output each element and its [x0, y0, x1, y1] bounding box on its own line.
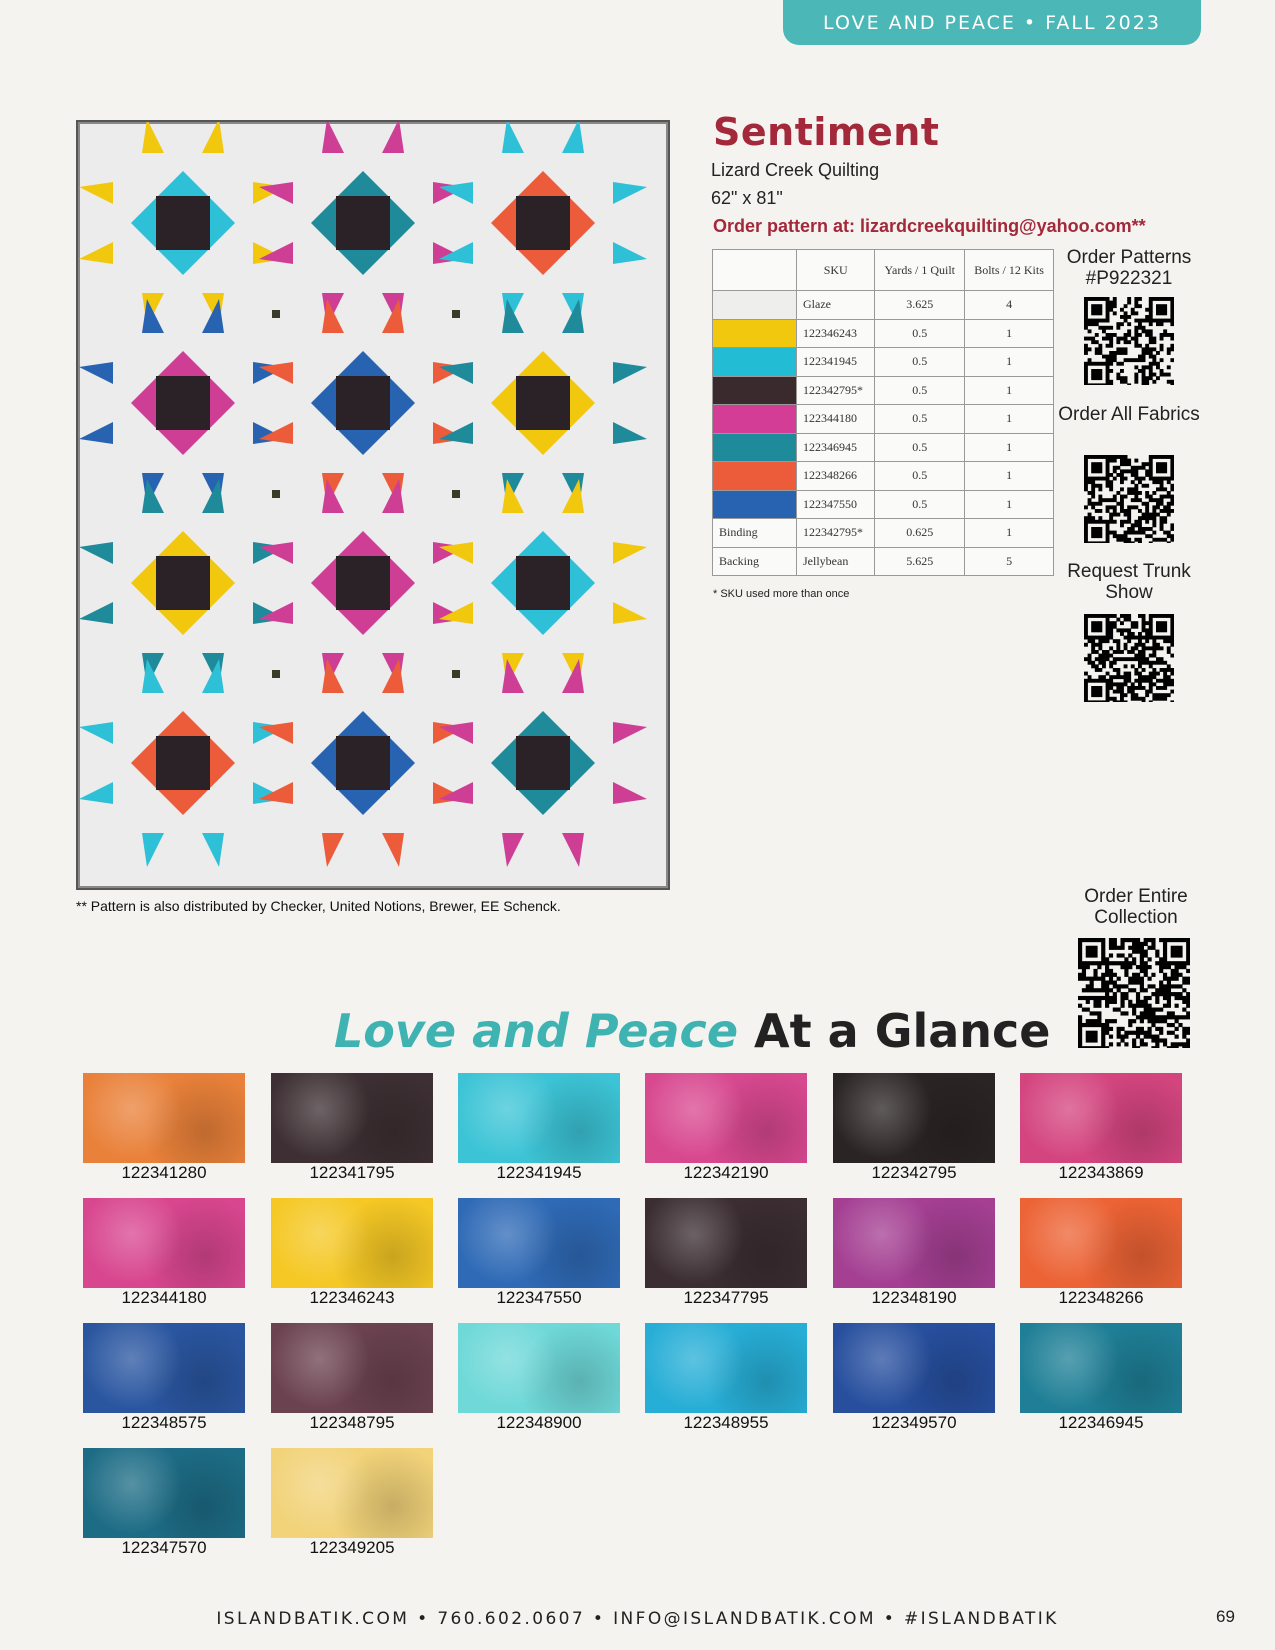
table-row: [713, 348, 1054, 377]
yards-cell: 0.5: [875, 348, 965, 377]
fabric-swatch-cell: [713, 319, 797, 348]
fabric-swatch-label: 122348190: [871, 1288, 957, 1307]
sku-cell: 122348266: [797, 462, 875, 491]
table-row: [713, 490, 1054, 519]
quilt-center-square: [156, 376, 210, 430]
qr-pattern-icon: [1084, 297, 1174, 385]
bolts-cell: 1: [965, 519, 1054, 548]
quilt-star-point: [79, 602, 113, 624]
fabric-swatch[interactable]: [83, 1198, 245, 1288]
fabric-table: [712, 249, 1054, 576]
yards-cell: 0.5: [875, 462, 965, 491]
fabric-swatch-label: 122341280: [121, 1163, 207, 1182]
header-bolts: Bolts / 12 Kits: [965, 250, 1054, 291]
bolts-cell: 1: [965, 405, 1054, 434]
quilt-star-point: [322, 122, 344, 153]
fabric-swatch[interactable]: [271, 1198, 433, 1288]
qr-label-patterns: Order Patterns #P922321: [1066, 247, 1192, 289]
footer-contact: ISLANDBATIK.COM • 760.602.0607 • INFO@ISLANDBATIK.COM • #ISLANDBATIK: [216, 1609, 1059, 1629]
fabric-swatch-label: 122349205: [309, 1538, 395, 1557]
qr-code-patterns[interactable]: [1084, 297, 1174, 385]
fabric-swatch-cell: [713, 490, 797, 519]
fabric-swatch-label: 122348900: [496, 1413, 582, 1432]
quilt-center-square: [516, 556, 570, 610]
fabric-swatch[interactable]: [271, 1323, 433, 1413]
fabric-swatch-cell: [713, 348, 797, 377]
quilt-star-point: [562, 122, 584, 153]
fabric-swatch-label: 122342795: [871, 1163, 957, 1182]
fabric-swatch[interactable]: [83, 1323, 245, 1413]
sku-cell: 122346945: [797, 433, 875, 462]
qr-pattern-icon: [1084, 614, 1174, 702]
header-blank: [713, 250, 797, 291]
quilt-star-point: [79, 542, 113, 564]
pattern-size: 62" x 81": [711, 188, 783, 208]
fabric-swatch-cell: [713, 433, 797, 462]
quilt-cornerstone: [272, 310, 280, 318]
quilt-star-point: [613, 242, 647, 264]
table-row: [713, 405, 1054, 434]
sku-cell: 122346243: [797, 319, 875, 348]
qr-pattern-icon: [1084, 455, 1174, 543]
fabric-swatch[interactable]: [833, 1323, 995, 1413]
quilt-center-square: [156, 736, 210, 790]
quilt-star-point: [502, 833, 524, 867]
fabric-swatch[interactable]: [458, 1323, 620, 1413]
quilt-cornerstone: [272, 670, 280, 678]
yards-cell: 0.625: [875, 519, 965, 548]
quilt-center-square: [336, 556, 390, 610]
quilt-star-point: [613, 422, 647, 444]
fabric-swatch-cell: Binding: [713, 519, 797, 548]
bolts-cell: 5: [965, 547, 1054, 576]
quilt-star-point: [142, 122, 164, 153]
yards-cell: 0.5: [875, 405, 965, 434]
quilt-star-point: [79, 362, 113, 384]
fabric-swatch[interactable]: [645, 1073, 807, 1163]
bolts-cell: 1: [965, 319, 1054, 348]
fabric-swatch-cell: [713, 462, 797, 491]
quilt-star-point: [382, 833, 404, 867]
quilt-star-point: [322, 833, 344, 867]
glance-heading: [334, 1004, 1051, 1058]
bolts-cell: 1: [965, 348, 1054, 377]
quilt-star-point: [613, 722, 647, 744]
fabric-swatch-label: 122341945: [496, 1163, 582, 1182]
fabric-swatch-label: 122341795: [309, 1163, 395, 1182]
fabric-swatch-label: 122343869: [1058, 1163, 1144, 1182]
bolts-cell: 1: [965, 490, 1054, 519]
quilt-image: [76, 120, 670, 890]
quilt-star-point: [202, 833, 224, 867]
header-tab: LOVE AND PEACE • FALL 2023: [783, 0, 1201, 45]
quilt-star-point: [142, 833, 164, 867]
quilt-star-point: [613, 602, 647, 624]
quilt-star-point: [79, 242, 113, 264]
glance-heading-suffix: At a Glance: [754, 1004, 1051, 1058]
fabric-swatch-label: 122348795: [309, 1413, 395, 1432]
yards-cell: 3.625: [875, 291, 965, 320]
quilt-star-point: [562, 833, 584, 867]
fabric-swatch-label: 122346243: [309, 1288, 395, 1307]
sku-cell: 122342795*: [797, 519, 875, 548]
fabric-swatch-label: 122347795: [683, 1288, 769, 1307]
fabric-swatch-cell: [713, 405, 797, 434]
quilt-star-point: [613, 782, 647, 804]
sku-cell: 122344180: [797, 405, 875, 434]
yards-cell: 0.5: [875, 319, 965, 348]
fabric-swatch[interactable]: [833, 1198, 995, 1288]
fabric-swatch-label: 122347550: [496, 1288, 582, 1307]
fabric-swatch[interactable]: [1020, 1198, 1182, 1288]
bolts-cell: 4: [965, 291, 1054, 320]
fabric-swatch[interactable]: [458, 1198, 620, 1288]
fabric-swatch[interactable]: [833, 1073, 995, 1163]
quilt-star-point: [382, 122, 404, 153]
yards-cell: 0.5: [875, 433, 965, 462]
fabric-swatch[interactable]: [1020, 1323, 1182, 1413]
sku-note: * SKU used more than once: [713, 588, 850, 600]
bolts-cell: 1: [965, 433, 1054, 462]
qr-pattern-icon: [1078, 938, 1190, 1048]
pattern-designer: Lizard Creek Quilting: [711, 160, 880, 180]
qr-code-fabrics[interactable]: [1084, 455, 1174, 543]
fabric-swatch[interactable]: [458, 1073, 620, 1163]
fabric-swatch-label: 122342190: [683, 1163, 769, 1182]
yards-cell: 0.5: [875, 490, 965, 519]
fabric-swatch-label: 122348955: [683, 1413, 769, 1432]
quilt-center-square: [336, 376, 390, 430]
pattern-order-link[interactable]: Order pattern at: lizardcreekquilting@yahoo.com**: [713, 216, 1146, 236]
fabric-swatch-label: 122348575: [121, 1413, 207, 1432]
table-row: [713, 519, 1054, 548]
quilt-cornerstone: [272, 490, 280, 498]
fabric-swatch[interactable]: [83, 1448, 245, 1538]
bolts-cell: 1: [965, 462, 1054, 491]
yards-cell: 5.625: [875, 547, 965, 576]
quilt-star-point: [613, 542, 647, 564]
table-row: [713, 376, 1054, 405]
quilt-star-point: [613, 182, 647, 204]
quilt-cornerstone: [452, 310, 460, 318]
sku-cell: 122342795*: [797, 376, 875, 405]
quilt-cornerstone: [452, 490, 460, 498]
fabric-swatch-label: 122349570: [871, 1413, 957, 1432]
fabric-swatch-label: 122346945: [1058, 1413, 1144, 1432]
pattern-footnote: ** Pattern is also distributed by Checker, United Notions, Brewer, EE Schenck.: [76, 898, 561, 914]
quilt-center-square: [156, 196, 210, 250]
fabric-swatch-cell: [713, 291, 797, 320]
quilt-star-point: [502, 122, 524, 153]
header-yards: Yards / 1 Quilt: [875, 250, 965, 291]
quilt-star-point: [79, 182, 113, 204]
fabric-swatch[interactable]: [1020, 1073, 1182, 1163]
quilt-center-square: [336, 736, 390, 790]
glance-heading-collection: Love and Peace: [334, 1004, 739, 1058]
quilt-center-square: [336, 196, 390, 250]
sku-cell: 122341945: [797, 348, 875, 377]
fabric-swatch[interactable]: [83, 1073, 245, 1163]
page-number: 69: [1216, 1607, 1235, 1626]
fabric-swatch-label: 122348266: [1058, 1288, 1144, 1307]
qr-label-trunk: Request Trunk Show: [1067, 561, 1191, 603]
bolts-cell: 1: [965, 376, 1054, 405]
fabric-swatch-cell: Backing: [713, 547, 797, 576]
sku-cell: 122347550: [797, 490, 875, 519]
quilt-center-square: [516, 376, 570, 430]
fabric-swatch[interactable]: [271, 1073, 433, 1163]
fabric-swatch[interactable]: [645, 1198, 807, 1288]
fabric-swatch[interactable]: [271, 1448, 433, 1538]
quilt-star-point: [79, 722, 113, 744]
qr-label-fabrics: Order All Fabrics: [1058, 404, 1200, 425]
table-row: [713, 319, 1054, 348]
quilt-star-point: [613, 362, 647, 384]
qr-code-trunk[interactable]: [1084, 614, 1174, 702]
quilt-center-square: [516, 736, 570, 790]
header-sku: SKU: [797, 250, 875, 291]
qr-label-collection: Order Entire Collection: [1084, 886, 1188, 928]
yards-cell: 0.5: [875, 376, 965, 405]
quilt-star-point: [79, 782, 113, 804]
sku-cell: Jellybean: [797, 547, 875, 576]
pattern-title: Sentiment: [713, 110, 940, 154]
table-row: [713, 291, 1054, 320]
fabric-swatch-label: 122344180: [121, 1288, 207, 1307]
fabric-swatch-cell: [713, 376, 797, 405]
quilt-center-square: [516, 196, 570, 250]
table-row: [713, 462, 1054, 491]
quilt-cornerstone: [452, 670, 460, 678]
qr-code-collection[interactable]: [1078, 938, 1190, 1048]
table-row: [713, 547, 1054, 576]
quilt-center-square: [156, 556, 210, 610]
fabric-swatch[interactable]: [645, 1323, 807, 1413]
quilt-star-point: [202, 122, 224, 153]
fabric-swatch-label: 122347570: [121, 1538, 207, 1557]
sku-cell: Glaze: [797, 291, 875, 320]
quilt-svg: [78, 122, 668, 888]
table-row: [713, 433, 1054, 462]
quilt-star-point: [79, 422, 113, 444]
